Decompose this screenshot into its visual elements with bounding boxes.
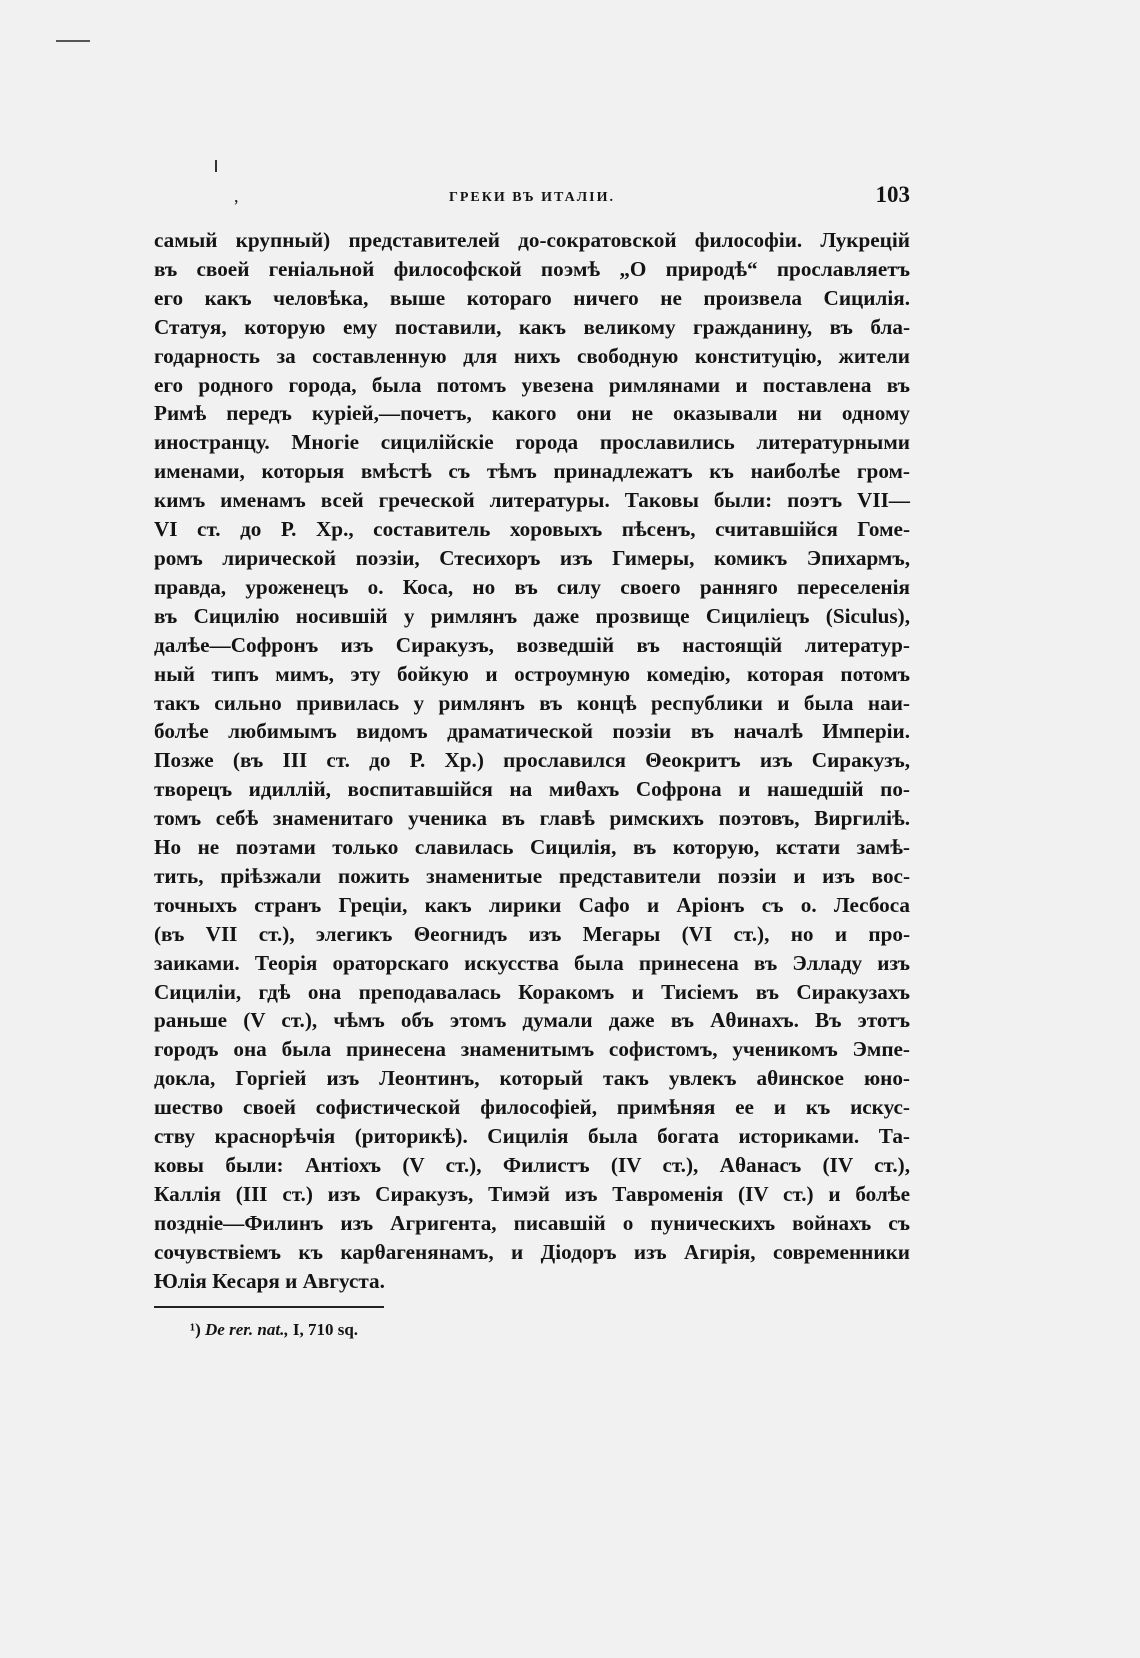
body-text [154, 226, 910, 1296]
margin-mark [56, 40, 90, 42]
text-line: творецъ идиллій, воспитавшійся на миθахъ Софрона и нашедшій по- [154, 777, 910, 802]
text-line: точныхъ странъ Греціи, какъ лирики Сафо и Аріонъ съ о. Лесбоса [154, 892, 910, 917]
text-line: Сициліи, гдѣ она преподавалась Коракомъ и Тисіемъ въ Сиракузахъ [154, 979, 910, 1004]
text-line-last: Юлія Кесаря и Августа. [154, 1268, 385, 1293]
book-page [154, 182, 910, 1340]
running-head-title: ГРЕКИ ВЪ ИТАЛІИ. [448, 190, 616, 205]
text-line: кимъ именамъ всей греческой литературы. Таковы были: поэтъ VII— [154, 488, 910, 513]
text-line: ству краснорѣчія (риторикѣ). Сицилія была богата историками. Та- [154, 1124, 910, 1149]
text-line: въ своей геніальной философской поэмѣ „О природѣ“ прославляетъ [154, 256, 910, 281]
footnote-mark: ¹) [190, 1319, 201, 1339]
head-comma: , [234, 186, 239, 206]
text-line: его какъ человѣка, выше котораго ничего не произвела Сицилія. [154, 285, 910, 310]
text-line: ный типъ мимъ, эту бойкую и остроумную комедію, которая потомъ [154, 661, 910, 686]
text-line: сочувствіемъ къ карθагенянамъ, и Діодоръ изъ Агирія, современники [154, 1239, 910, 1264]
text-line: Позже (въ III ст. до Р. Хр.) прославился Θеокритъ изъ Сиракузъ, [154, 748, 910, 773]
text-line: въ Сицилію носившій у римлянъ даже прозвище Сициліецъ (Siculus), [154, 603, 910, 628]
footnote-title: De rer. nat., [205, 1319, 289, 1339]
text-line: поздніе—Филинъ изъ Агригента, писавшій о пуническихъ войнахъ съ [154, 1210, 910, 1235]
text-line: Но не поэтами только славилась Сицилія, въ которую, кстати замѣ- [154, 835, 910, 860]
text-line: VI ст. до Р. Хр., составитель хоровыхъ пѣсенъ, считавшійся Гоме- [154, 517, 910, 542]
text-line: городъ она была принесена знаменитымъ софистомъ, ученикомъ Эмпе- [154, 1037, 910, 1062]
text-line: иностранцу. Многіе сицилійскіе города прославились литературными [154, 430, 910, 455]
text-line: Каллія (III ст.) изъ Сиракузъ, Тимэй изъ Тавроменія (IV ст.) и болѣе [154, 1181, 910, 1206]
text-line: такъ сильно привилась у римлянъ въ концѣ республики и была наи- [154, 690, 910, 715]
footnote-reference: I, 710 sq. [292, 1319, 359, 1339]
text-line: докла, Горгіей изъ Леонтинъ, который такъ увлекъ аθинское юно- [154, 1066, 910, 1091]
text-line: именами, которыя вмѣстѣ съ тѣмъ принадлежатъ къ наиболѣе гром- [154, 459, 910, 484]
margin-tick [215, 160, 217, 172]
text-line: ромъ лирической поэзіи, Стесихоръ изъ Гимеры, комикъ Эпихармъ, [154, 545, 910, 570]
page-number: 103 [875, 182, 910, 207]
text-line: его родного города, была потомъ увезена римлянами и поставлена въ [154, 372, 910, 397]
text-line: годарность за составленную для нихъ свободную конституцію, жители [154, 343, 910, 368]
text-line: самый крупный) представителей до-сократовской философіи. Лукрецій [154, 228, 910, 252]
text-line: раньше (V ст.), чѣмъ объ этомъ думали даже въ Аθинахъ. Въ этотъ [154, 1008, 910, 1033]
footnote [190, 1320, 910, 1340]
text-line: правда, уроженецъ о. Коса, но въ силу своего ранняго переселенія [154, 574, 910, 599]
text-line: заиками. Теорія ораторскаго искусства была принесена въ Элладу изъ [154, 950, 910, 975]
text-line: Статуя, которую ему поставили, какъ великому гражданину, въ бла- [154, 314, 910, 339]
text-line: томъ себѣ знаменитаго ученика въ главѣ римскихъ поэтовъ, Виргиліѣ. [154, 806, 910, 831]
text-line: болѣе любимымъ видомъ драматической поэзіи въ началѣ Имперіи. [154, 719, 910, 744]
text-line: шество своей софистической философіей, примѣняя ее и къ искус- [154, 1095, 910, 1120]
text-line: далѣе—Софронъ изъ Сиракузъ, возведшій въ настоящій литератур- [154, 632, 910, 657]
text-line: тить, пріѣзжали пожить знаменитые представители поэзіи и изъ вос- [154, 863, 910, 888]
footnote-rule [154, 1306, 384, 1308]
text-line: ковы были: Антіохъ (V ст.), Филистъ (IV ст.), Аθанасъ (IV ст.), [154, 1153, 910, 1177]
running-head [154, 182, 910, 216]
text-line: (въ VII ст.), элегикъ Θеогнидъ изъ Мегары (VI ст.), но и про- [154, 921, 910, 946]
text-line: Римѣ передъ куріей,—почетъ, какого они не оказывали ни одному [154, 401, 910, 426]
